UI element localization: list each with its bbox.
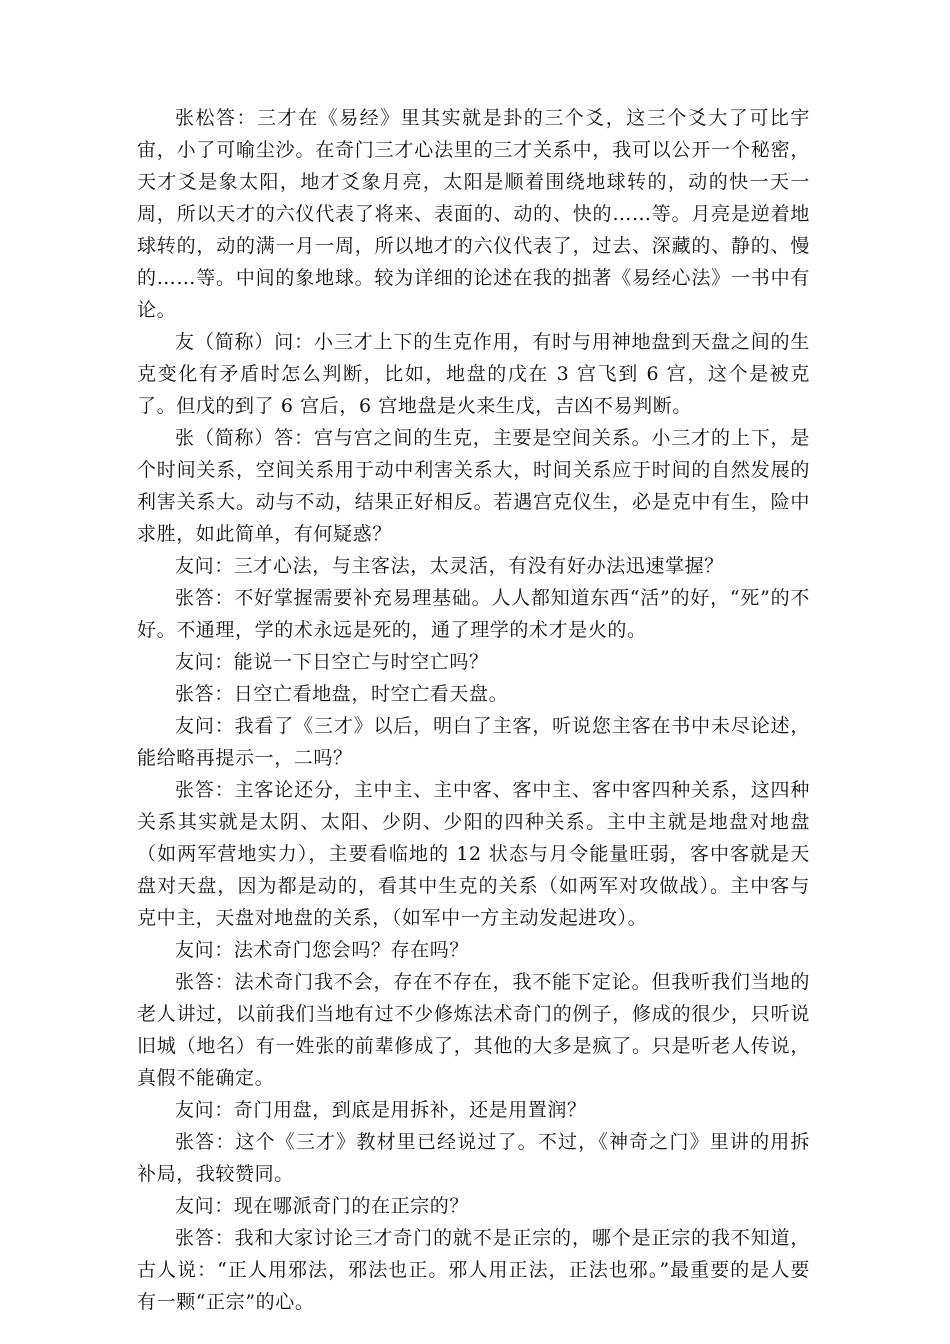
paragraph-question-yongpan: 友问：奇门用盘，到底是用拆补，还是用置润？ xyxy=(175,1099,587,1121)
paragraph-answer-yongpan: 张答：这个《三才》教材里已经说过了。不过，《神奇之门》里讲的用拆补局，我较赞同。 xyxy=(137,1131,810,1185)
paragraph-answer-kongwang: 张答：日空亡看地盘，时空亡看天盘。 xyxy=(175,683,509,705)
paragraph-question-shengke: 友（简称）问：小三才上下的生克作用，有时与用神地盘到天盘之间的生克变化有矛盾时怎么判断，比如，地盘的戊在 3 宫飞到 6 宫，这个是被克了。但戊的到了 6 宫后，6 宫地盘是火来生戊，吉凶不易判断。 xyxy=(137,331,810,417)
paragraph-question-fashu: 友问：法术奇门您会吗？存在吗？ xyxy=(175,939,470,961)
paragraph-question-kongwang: 友问：能说一下日空亡与时空亡吗？ xyxy=(175,651,489,673)
paragraph-answer-kongjian: 张（简称）答：宫与宫之间的生克，主要是空间关系。小三才的上下，是个时间关系，空间关系用于动中利害关系大，时间关系应于时间的自然发展的利害关系大。动与不动，结果正好相反。若遇宫克仪生，必是克中有生，险中求胜，如此简单，有何疑惑？ xyxy=(137,427,810,545)
paragraph-question-zhuke: 友问：我看了《三才》以后，明白了主客，听说您主客在书中未尽论述，能给略再提示一，二吗？ xyxy=(137,715,810,769)
paragraph-answer-zhuke: 张答：主客论还分，主中主、主中客、客中主、客中客四种关系，这四种关系其实就是太阴、太阳、少阴、少阳的四种关系。主中主就是地盘对地盘（如两军营地实力），主要看临地的 12 状态与月令能量旺弱，客中客就是天盘对天盘，因为都是动的，看其中生克的关系（如两军对攻做战）。主中客与克中主，天盘对地盘的关系，（如军中一方主动发起进攻）。 xyxy=(137,779,810,929)
paragraph-question-zhengzong: 友问：现在哪派奇门的在正宗的？ xyxy=(175,1195,470,1217)
paragraph-question-zhangwo: 友问：三才心法，与主客法，太灵活，有没有好办法迅速掌握？ xyxy=(175,555,724,577)
paragraph-sanchai-yao: 张松答：三才在《易经》里其实就是卦的三个爻，这三个爻大了可比宇宙，小了可喻尘沙。在奇门三才心法里的三才关系中，我可以公开一个秘密，天才爻是象太阳，地才爻象月亮，太阳是顺着围绕地球转的，动的快一天一周，所以天才的六仪代表了将来、表面的、动的、快的……等。月亮是逆着地球转的，动的满一月一周，所以地才的六仪代表了，过去、深藏的、静的、慢的……等。中间的象地球。较为详细的论述在我的拙著《易经心法》一书中有论。 xyxy=(137,107,810,321)
paragraph-answer-zhengzong: 张答：我和大家讨论三才奇门的就不是正宗的，哪个是正宗的我不知道，古人说：“正人用邪法，邪法也正。邪人用正法，正法也邪。”最重要的是人要有一颗“正宗”的心。 xyxy=(137,1227,810,1313)
paragraph-answer-fashu: 张答：法术奇门我不会，存在不存在，我不能下定论。但我听我们当地的老人讲过，以前我们当地有过不少修炼法术奇门的例子，修成的很少，只听说旧城（地名）有一姓张的前辈修成了，其他的大多是疯了。只是听老人传说，真假不能确定。 xyxy=(137,971,810,1089)
paragraph-answer-yili: 张答：不好掌握需要补充易理基础。人人都知道东西“活”的好，“死”的不好。不通理，学的术永远是死的，通了理学的术才是火的。 xyxy=(137,587,810,641)
